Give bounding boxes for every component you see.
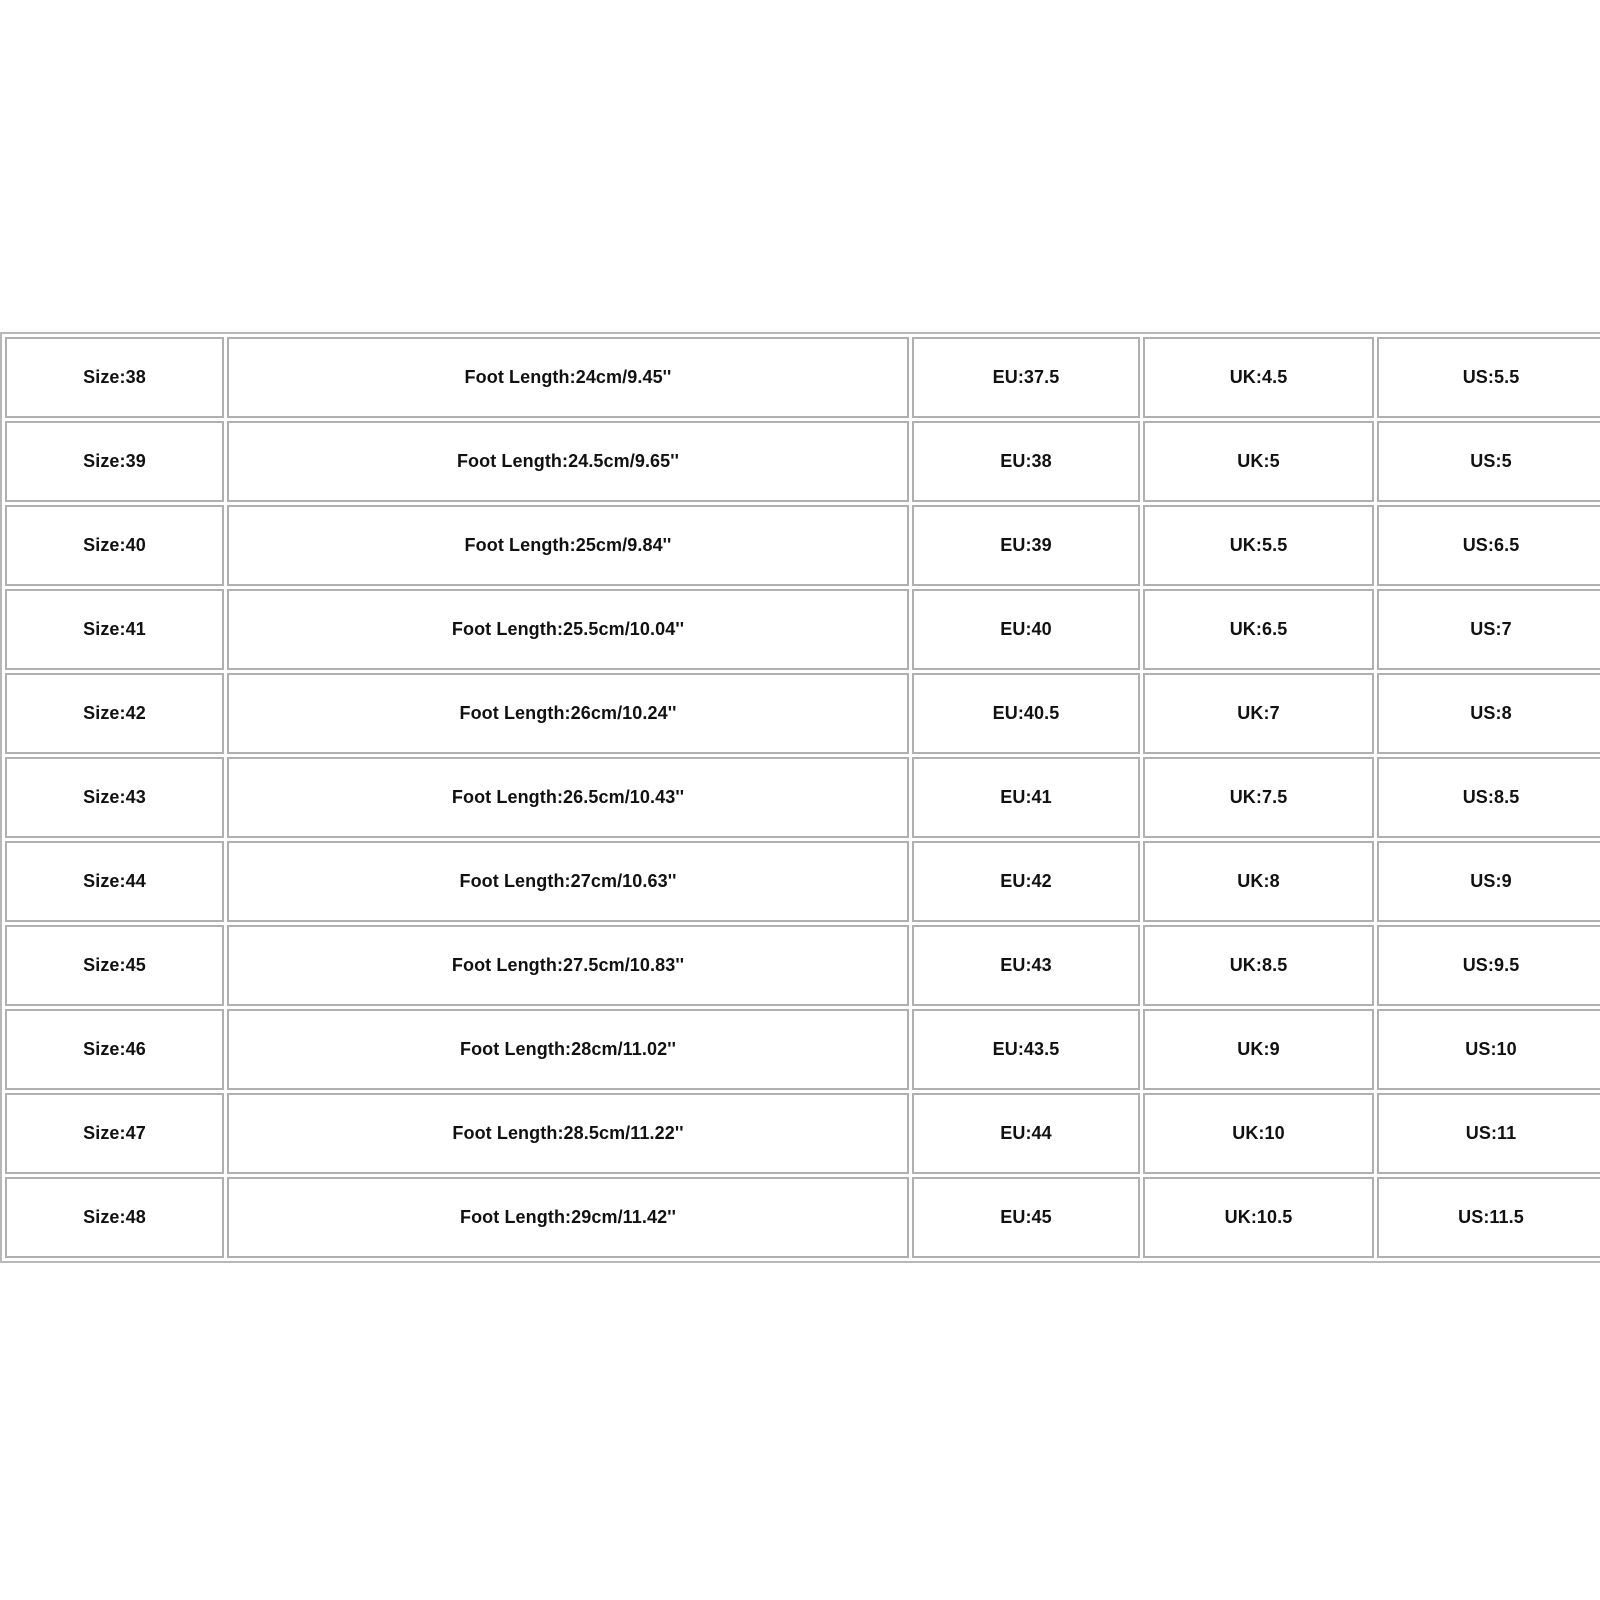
uk-size-cell: UK:9 — [1143, 1009, 1374, 1090]
uk-size-cell: UK:5 — [1143, 421, 1374, 502]
us-size-cell: US:8.5 — [1377, 757, 1600, 838]
eu-size-cell: EU:43.5 — [912, 1009, 1140, 1090]
eu-size-cell: EU:44 — [912, 1093, 1140, 1174]
foot-length-cell: Foot Length:28.5cm/11.22'' — [227, 1093, 909, 1174]
size-cell: Size:38 — [5, 337, 224, 418]
foot-length-cell: Foot Length:25.5cm/10.04'' — [227, 589, 909, 670]
table-row — [5, 1093, 1600, 1174]
foot-length-cell: Foot Length:26.5cm/10.43'' — [227, 757, 909, 838]
foot-length-cell: Foot Length:24.5cm/9.65'' — [227, 421, 909, 502]
uk-size-cell: UK:8.5 — [1143, 925, 1374, 1006]
table-row — [5, 757, 1600, 838]
foot-length-cell: Foot Length:27.5cm/10.83'' — [227, 925, 909, 1006]
us-size-cell: US:5.5 — [1377, 337, 1600, 418]
us-size-cell: US:6.5 — [1377, 505, 1600, 586]
eu-size-cell: EU:42 — [912, 841, 1140, 922]
eu-size-cell: EU:38 — [912, 421, 1140, 502]
foot-length-cell: Foot Length:27cm/10.63'' — [227, 841, 909, 922]
foot-length-cell: Foot Length:24cm/9.45'' — [227, 337, 909, 418]
table-row — [5, 589, 1600, 670]
size-cell: Size:41 — [5, 589, 224, 670]
table-row — [5, 1177, 1600, 1258]
size-cell: Size:43 — [5, 757, 224, 838]
foot-length-cell: Foot Length:25cm/9.84'' — [227, 505, 909, 586]
size-cell: Size:44 — [5, 841, 224, 922]
size-cell: Size:42 — [5, 673, 224, 754]
uk-size-cell: UK:8 — [1143, 841, 1374, 922]
uk-size-cell: UK:7.5 — [1143, 757, 1374, 838]
us-size-cell: US:11 — [1377, 1093, 1600, 1174]
us-size-cell: US:11.5 — [1377, 1177, 1600, 1258]
size-cell: Size:47 — [5, 1093, 224, 1174]
us-size-cell: US:9 — [1377, 841, 1600, 922]
table-row — [5, 421, 1600, 502]
eu-size-cell: EU:40 — [912, 589, 1140, 670]
uk-size-cell: UK:4.5 — [1143, 337, 1374, 418]
eu-size-cell: EU:41 — [912, 757, 1140, 838]
uk-size-cell: UK:7 — [1143, 673, 1374, 754]
size-cell: Size:48 — [5, 1177, 224, 1258]
us-size-cell: US:5 — [1377, 421, 1600, 502]
eu-size-cell: EU:43 — [912, 925, 1140, 1006]
table-row — [5, 925, 1600, 1006]
us-size-cell: US:9.5 — [1377, 925, 1600, 1006]
size-cell: Size:39 — [5, 421, 224, 502]
us-size-cell: US:8 — [1377, 673, 1600, 754]
eu-size-cell: EU:37.5 — [912, 337, 1140, 418]
us-size-cell: US:10 — [1377, 1009, 1600, 1090]
uk-size-cell: UK:6.5 — [1143, 589, 1374, 670]
eu-size-cell: EU:39 — [912, 505, 1140, 586]
foot-length-cell: Foot Length:26cm/10.24'' — [227, 673, 909, 754]
foot-length-cell: Foot Length:29cm/11.42'' — [227, 1177, 909, 1258]
uk-size-cell: UK:10.5 — [1143, 1177, 1374, 1258]
table-row — [5, 1009, 1600, 1090]
uk-size-cell: UK:5.5 — [1143, 505, 1374, 586]
foot-length-cell: Foot Length:28cm/11.02'' — [227, 1009, 909, 1090]
uk-size-cell: UK:10 — [1143, 1093, 1374, 1174]
table-row — [5, 673, 1600, 754]
size-cell: Size:46 — [5, 1009, 224, 1090]
table-row — [5, 337, 1600, 418]
us-size-cell: US:7 — [1377, 589, 1600, 670]
size-chart-table — [0, 332, 1600, 1263]
size-cell: Size:40 — [5, 505, 224, 586]
eu-size-cell: EU:40.5 — [912, 673, 1140, 754]
eu-size-cell: EU:45 — [912, 1177, 1140, 1258]
size-cell: Size:45 — [5, 925, 224, 1006]
table-row — [5, 505, 1600, 586]
table-row — [5, 841, 1600, 922]
